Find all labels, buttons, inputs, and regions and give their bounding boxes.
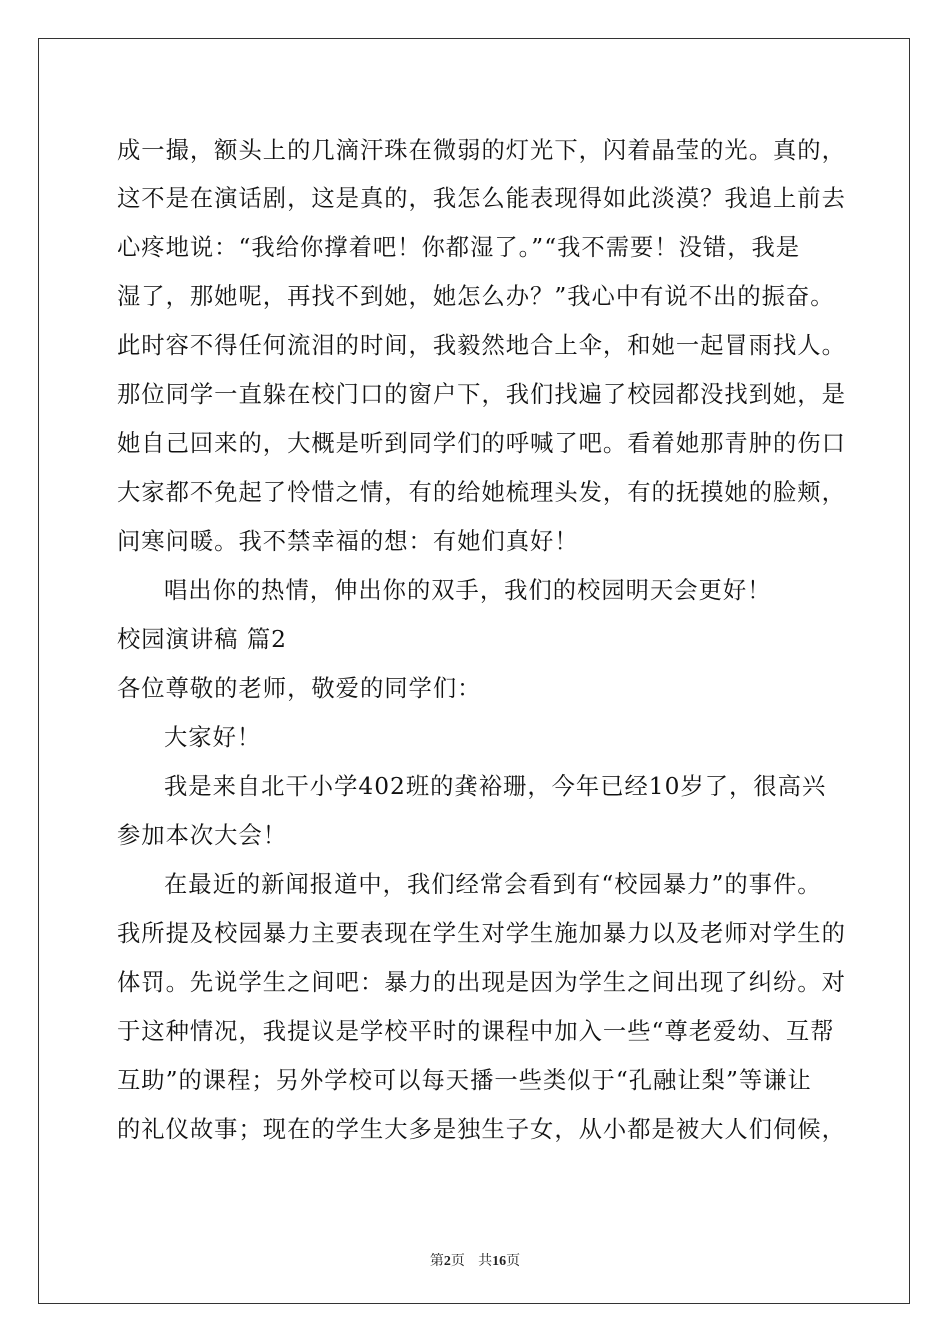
body-line: 我所提及校园暴力主要表现在学生对学生施加暴力以及老师对学生的 xyxy=(117,920,846,947)
page-border xyxy=(38,38,910,1304)
body-line: 这不是在演话剧，这是真的，我怎么能表现得如此淡漠？我追上前去 xyxy=(117,185,846,212)
salutation: 各位尊敬的老师，敬爱的同学们： xyxy=(117,675,482,702)
body-line: 心疼地说：“我给你撑着吧！你都湿了。”“我不需要！没错，我是 xyxy=(117,234,801,261)
body-line: 唱出你的热情，伸出你的双手，我们的校园明天会更好！ xyxy=(164,577,772,604)
body-line: 体罚。先说学生之间吧：暴力的出现是因为学生之间出现了纠纷。对 xyxy=(117,969,846,996)
footer-page-suffix: 页 xyxy=(450,1253,465,1269)
footer-page-number: 2 xyxy=(443,1254,451,1269)
body-line: 于这种情况，我提议是学校平时的课程中加入一些“尊老爱幼、互帮 xyxy=(117,1018,835,1045)
body-line: 此时容不得任何流泪的时间，我毅然地合上伞，和她一起冒雨找人。 xyxy=(117,332,846,359)
footer-total-pages: 16 xyxy=(492,1254,507,1269)
footer-total-prefix: 共 xyxy=(478,1253,493,1269)
body-line: 她自己回来的，大概是听到同学们的呼喊了吧。看着她那青肿的伤口 xyxy=(117,430,846,457)
body-line: 那位同学一直躲在校门口的窗户下，我们找遍了校园都没找到她，是 xyxy=(117,381,846,408)
body-line: 的礼仪故事；现在的学生大多是独生子女，从小都是被大人们伺候， xyxy=(117,1116,846,1143)
body-line: 湿了，那她呢，再找不到她，她怎么办？”我心中有说不出的振奋。 xyxy=(117,283,835,310)
greeting: 大家好！ xyxy=(164,724,262,751)
page-footer xyxy=(0,1250,950,1270)
body-line: 互助”的课程；另外学校可以每天播一些类似于“孔融让梨”等谦让 xyxy=(117,1067,812,1094)
body-line: 问寒问暖。我不禁幸福的想：有她们真好！ xyxy=(117,528,579,555)
footer-page-prefix: 第 xyxy=(429,1253,444,1269)
body-line: 我是来自北干小学402班的龚裕珊，今年已经10岁了，很高兴 xyxy=(164,773,827,800)
body-line: 成一撮，额头上的几滴汗珠在微弱的灯光下，闪着晶莹的光。真的， xyxy=(117,137,846,164)
body-line: 在最近的新闻报道中，我们经常会看到有“校园暴力”的事件。 xyxy=(164,871,822,898)
footer-total-suffix: 页 xyxy=(506,1253,521,1269)
section-heading: 校园演讲稿 篇2 xyxy=(117,626,288,653)
body-line: 大家都不免起了怜惜之情，有的给她梳理头发，有的抚摸她的脸颊， xyxy=(117,479,846,506)
body-line: 参加本次大会！ xyxy=(117,822,288,849)
